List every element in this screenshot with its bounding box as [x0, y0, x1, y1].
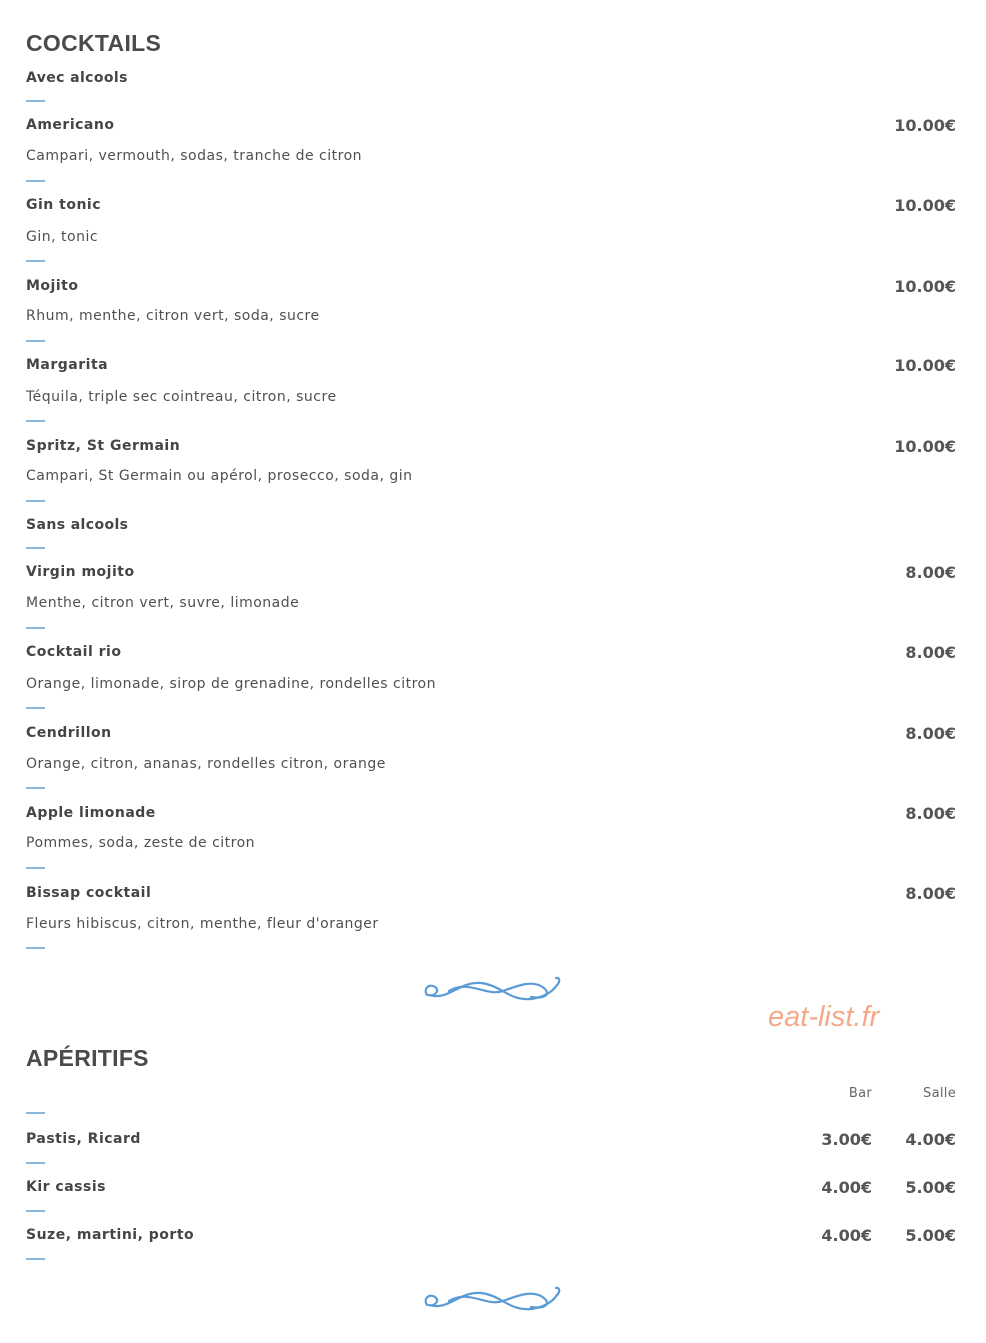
item-name: Kir cassis	[26, 1179, 106, 1195]
divider-dash	[26, 100, 45, 102]
category-with-alcohol: Avec alcools	[26, 70, 128, 86]
divider-dash	[26, 867, 45, 869]
column-header-bar: Bar	[848, 1086, 872, 1101]
item-name: Virgin mojito	[26, 564, 135, 580]
item-description: Campari, St Germain ou apérol, prosecco, soda, gin	[26, 468, 413, 484]
divider-dash	[26, 1258, 45, 1260]
item-name: Apple limonade	[26, 805, 156, 821]
item-description: Fleurs hibiscus, citron, menthe, fleur d'oranger	[26, 916, 379, 932]
item-price: 8.00€	[905, 884, 956, 903]
item-name: Cendrillon	[26, 725, 112, 741]
item-price: 10.00€	[894, 196, 956, 215]
divider-dash	[26, 1112, 45, 1114]
divider-dash	[26, 420, 45, 422]
divider-dash	[26, 1162, 45, 1164]
item-description: Gin, tonic	[26, 229, 99, 245]
item-price: 10.00€	[894, 356, 956, 375]
item-price-bar: 4.00€	[821, 1178, 872, 1197]
flourish-ornament-icon	[419, 975, 565, 1005]
item-name: Americano	[26, 117, 115, 133]
divider-dash	[26, 947, 45, 949]
divider-dash	[26, 627, 45, 629]
item-price: 8.00€	[905, 643, 956, 662]
divider-dash	[26, 180, 45, 182]
item-description: Campari, vermouth, sodas, tranche de citron	[26, 148, 363, 164]
item-name: Margarita	[26, 357, 109, 373]
item-description: Orange, citron, ananas, rondelles citron, orange	[26, 756, 386, 772]
divider-dash	[26, 547, 45, 549]
divider-dash	[26, 340, 45, 342]
item-price: 8.00€	[905, 724, 956, 743]
item-price: 8.00€	[905, 804, 956, 823]
item-description: Orange, limonade, sirop de grenadine, rondelles citron	[26, 676, 436, 692]
item-name: Bissap cocktail	[26, 885, 152, 901]
cocktails-title: COCKTAILS	[26, 30, 162, 56]
item-name: Pastis, Ricard	[26, 1131, 141, 1147]
item-price: 8.00€	[905, 563, 956, 582]
item-name: Cocktail rio	[26, 644, 122, 660]
divider-dash	[26, 707, 45, 709]
item-price: 10.00€	[894, 437, 956, 456]
item-description: Menthe, citron vert, suvre, limonade	[26, 595, 300, 611]
item-description: Téquila, triple sec cointreau, citron, sucre	[26, 389, 337, 405]
item-name: Gin tonic	[26, 197, 102, 213]
item-price-bar: 4.00€	[821, 1226, 872, 1245]
divider-dash	[26, 1210, 45, 1212]
item-price: 10.00€	[894, 277, 956, 296]
item-description: Pommes, soda, zeste de citron	[26, 835, 256, 851]
item-price-salle: 5.00€	[905, 1178, 956, 1197]
divider-dash	[26, 260, 45, 262]
item-price-salle: 5.00€	[905, 1226, 956, 1245]
item-price: 10.00€	[894, 116, 956, 135]
item-name: Suze, martini, porto	[26, 1227, 195, 1243]
item-name: Mojito	[26, 278, 79, 294]
column-header-salle: Salle	[923, 1086, 956, 1101]
item-name: Spritz, St Germain	[26, 438, 181, 454]
divider-dash	[26, 787, 45, 789]
item-price-bar: 3.00€	[821, 1130, 872, 1149]
category-without-alcohol: Sans alcools	[26, 517, 129, 533]
watermark-text: eat-list.fr	[768, 1001, 880, 1033]
item-description: Rhum, menthe, citron vert, soda, sucre	[26, 308, 320, 324]
flourish-ornament-icon	[419, 1285, 565, 1315]
aperitifs-title: APÉRITIFS	[26, 1045, 149, 1071]
item-price-salle: 4.00€	[905, 1130, 956, 1149]
divider-dash	[26, 500, 45, 502]
